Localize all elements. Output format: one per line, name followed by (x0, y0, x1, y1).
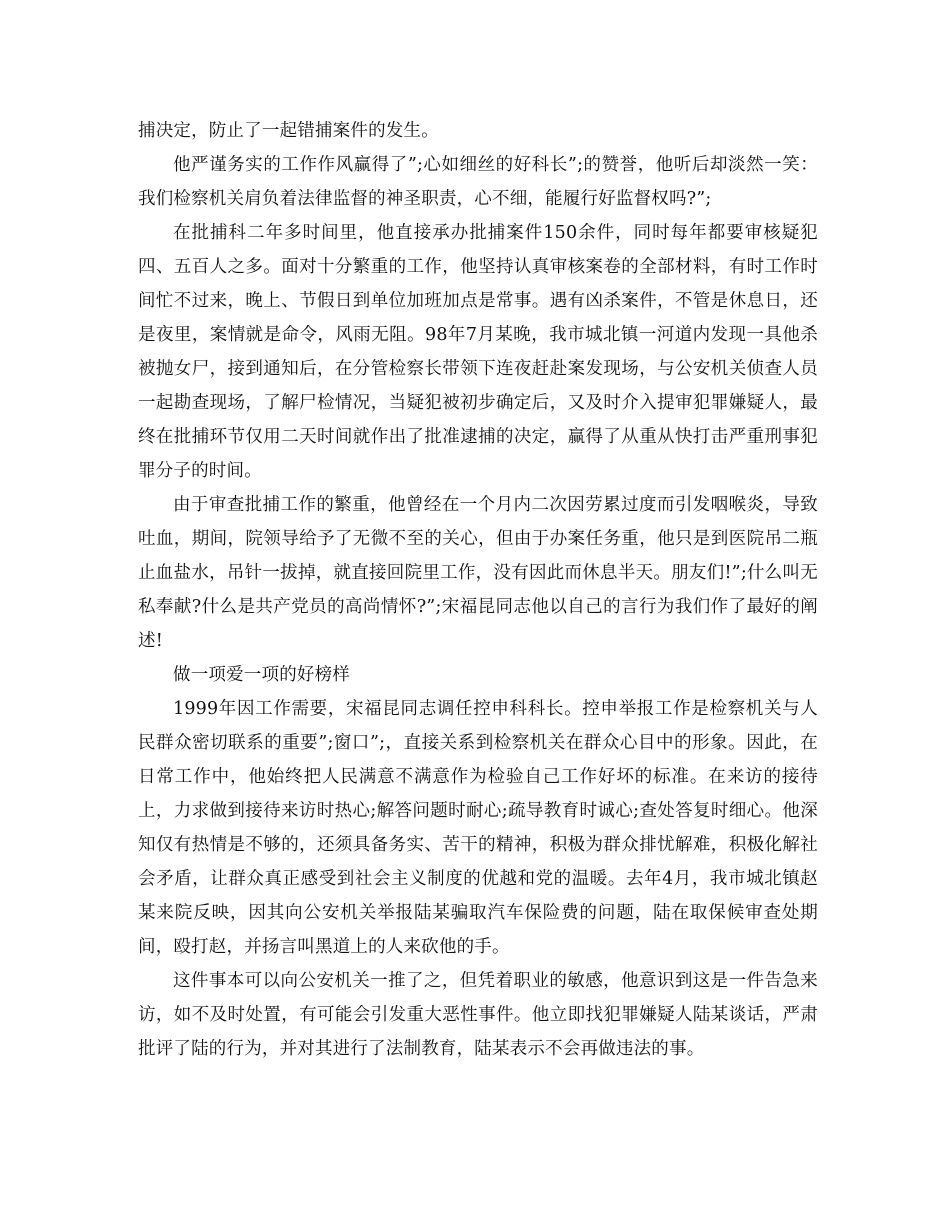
paragraph-5: 1999年因工作需要，宋福昆同志调任控申科科长。控申举报工作是检察机关与人民群众密切联系的重要”;窗口”;，直接关系到检察机关在群众心目中的形象。因此，在日常工作中，他始终把人民满意不满意作为检验自己工作好坏的标准。在来访的接待上，力求做到接待来访时热心;解答问题时耐心;疏导教育时诚心;查处答复时细心。他深知仅有热情是不够的，还须具备务实、苦干的精神，积极为群众排忧解难，积极化解社会矛盾，让群众真正感受到社会主义制度的优越和党的温暖。去年4月，我市城北镇赵某来院反映，因其向公安机关举报陆某骗取汽车保险费的问题，陆在取保候审查处期间，殴打赵，并扬言叫黑道上的人来砍他的手。 (138, 699, 818, 957)
paragraph-1: 捕决定，防止了一起错捕案件的发生。 (138, 121, 439, 141)
paragraph-2: 他严谨务实的工作作风赢得了”;心如细丝的好科长”;的赞誉，他听后却淡然一笑：我们检察机关肩负着法律监督的神圣职责，心不细，能履行好监督权吗?”; (138, 155, 818, 209)
paragraph-4: 由于审查批捕工作的繁重，他曾经在一个月内二次因劳累过度而引发咽喉炎，导致吐血，期间，院领导给予了无微不至的关心，但由于办案任务重，他只是到医院吊二瓶止血盐水，吊针一拔掉，就直接回院里工作，没有因此而休息半天。朋友们!”;什么叫无私奉献?什么是共产党员的高尚情怀?”;宋福昆同志他以自己的言行为我们作了最好的阐述! (138, 495, 818, 651)
paragraph-6: 这件事本可以向公安机关一推了之，但凭着职业的敏感，他意识到这是一件告急来访，如不及时处置，有可能会引发重大恶性事件。他立即找犯罪嫌疑人陆某谈话，严肃批评了陆的行为，并对其进行了法制教育，陆某表示不会再做违法的事。 (138, 971, 818, 1059)
document-body (138, 114, 818, 1066)
paragraph-3: 在批捕科二年多时间里，他直接承办批捕案件150余件，同时每年都要审核疑犯四、五百人之多。面对十分繁重的工作，他坚持认真审核案卷的全部材料，有时工作时间忙不过来，晚上、节假日到单位加班加点是常事。遇有凶杀案件，不管是休息日，还是夜里，案情就是命令，风雨无阻。98年7月某晚，我市城北镇一河道内发现一具他杀被抛女尸，接到通知后，在分管检察长带领下连夜赶赴案发现场，与公安机关侦查人员一起勘查现场，了解尸检情况，当疑犯被初步确定后，又及时介入提审犯罪嫌疑人，最终在批捕环节仅用二天时间就作出了批准逮捕的决定，赢得了从重从快打击严重刑事犯罪分子的时间。 (138, 223, 818, 481)
section-heading: 做一项爱一项的好榜样 (173, 665, 350, 685)
